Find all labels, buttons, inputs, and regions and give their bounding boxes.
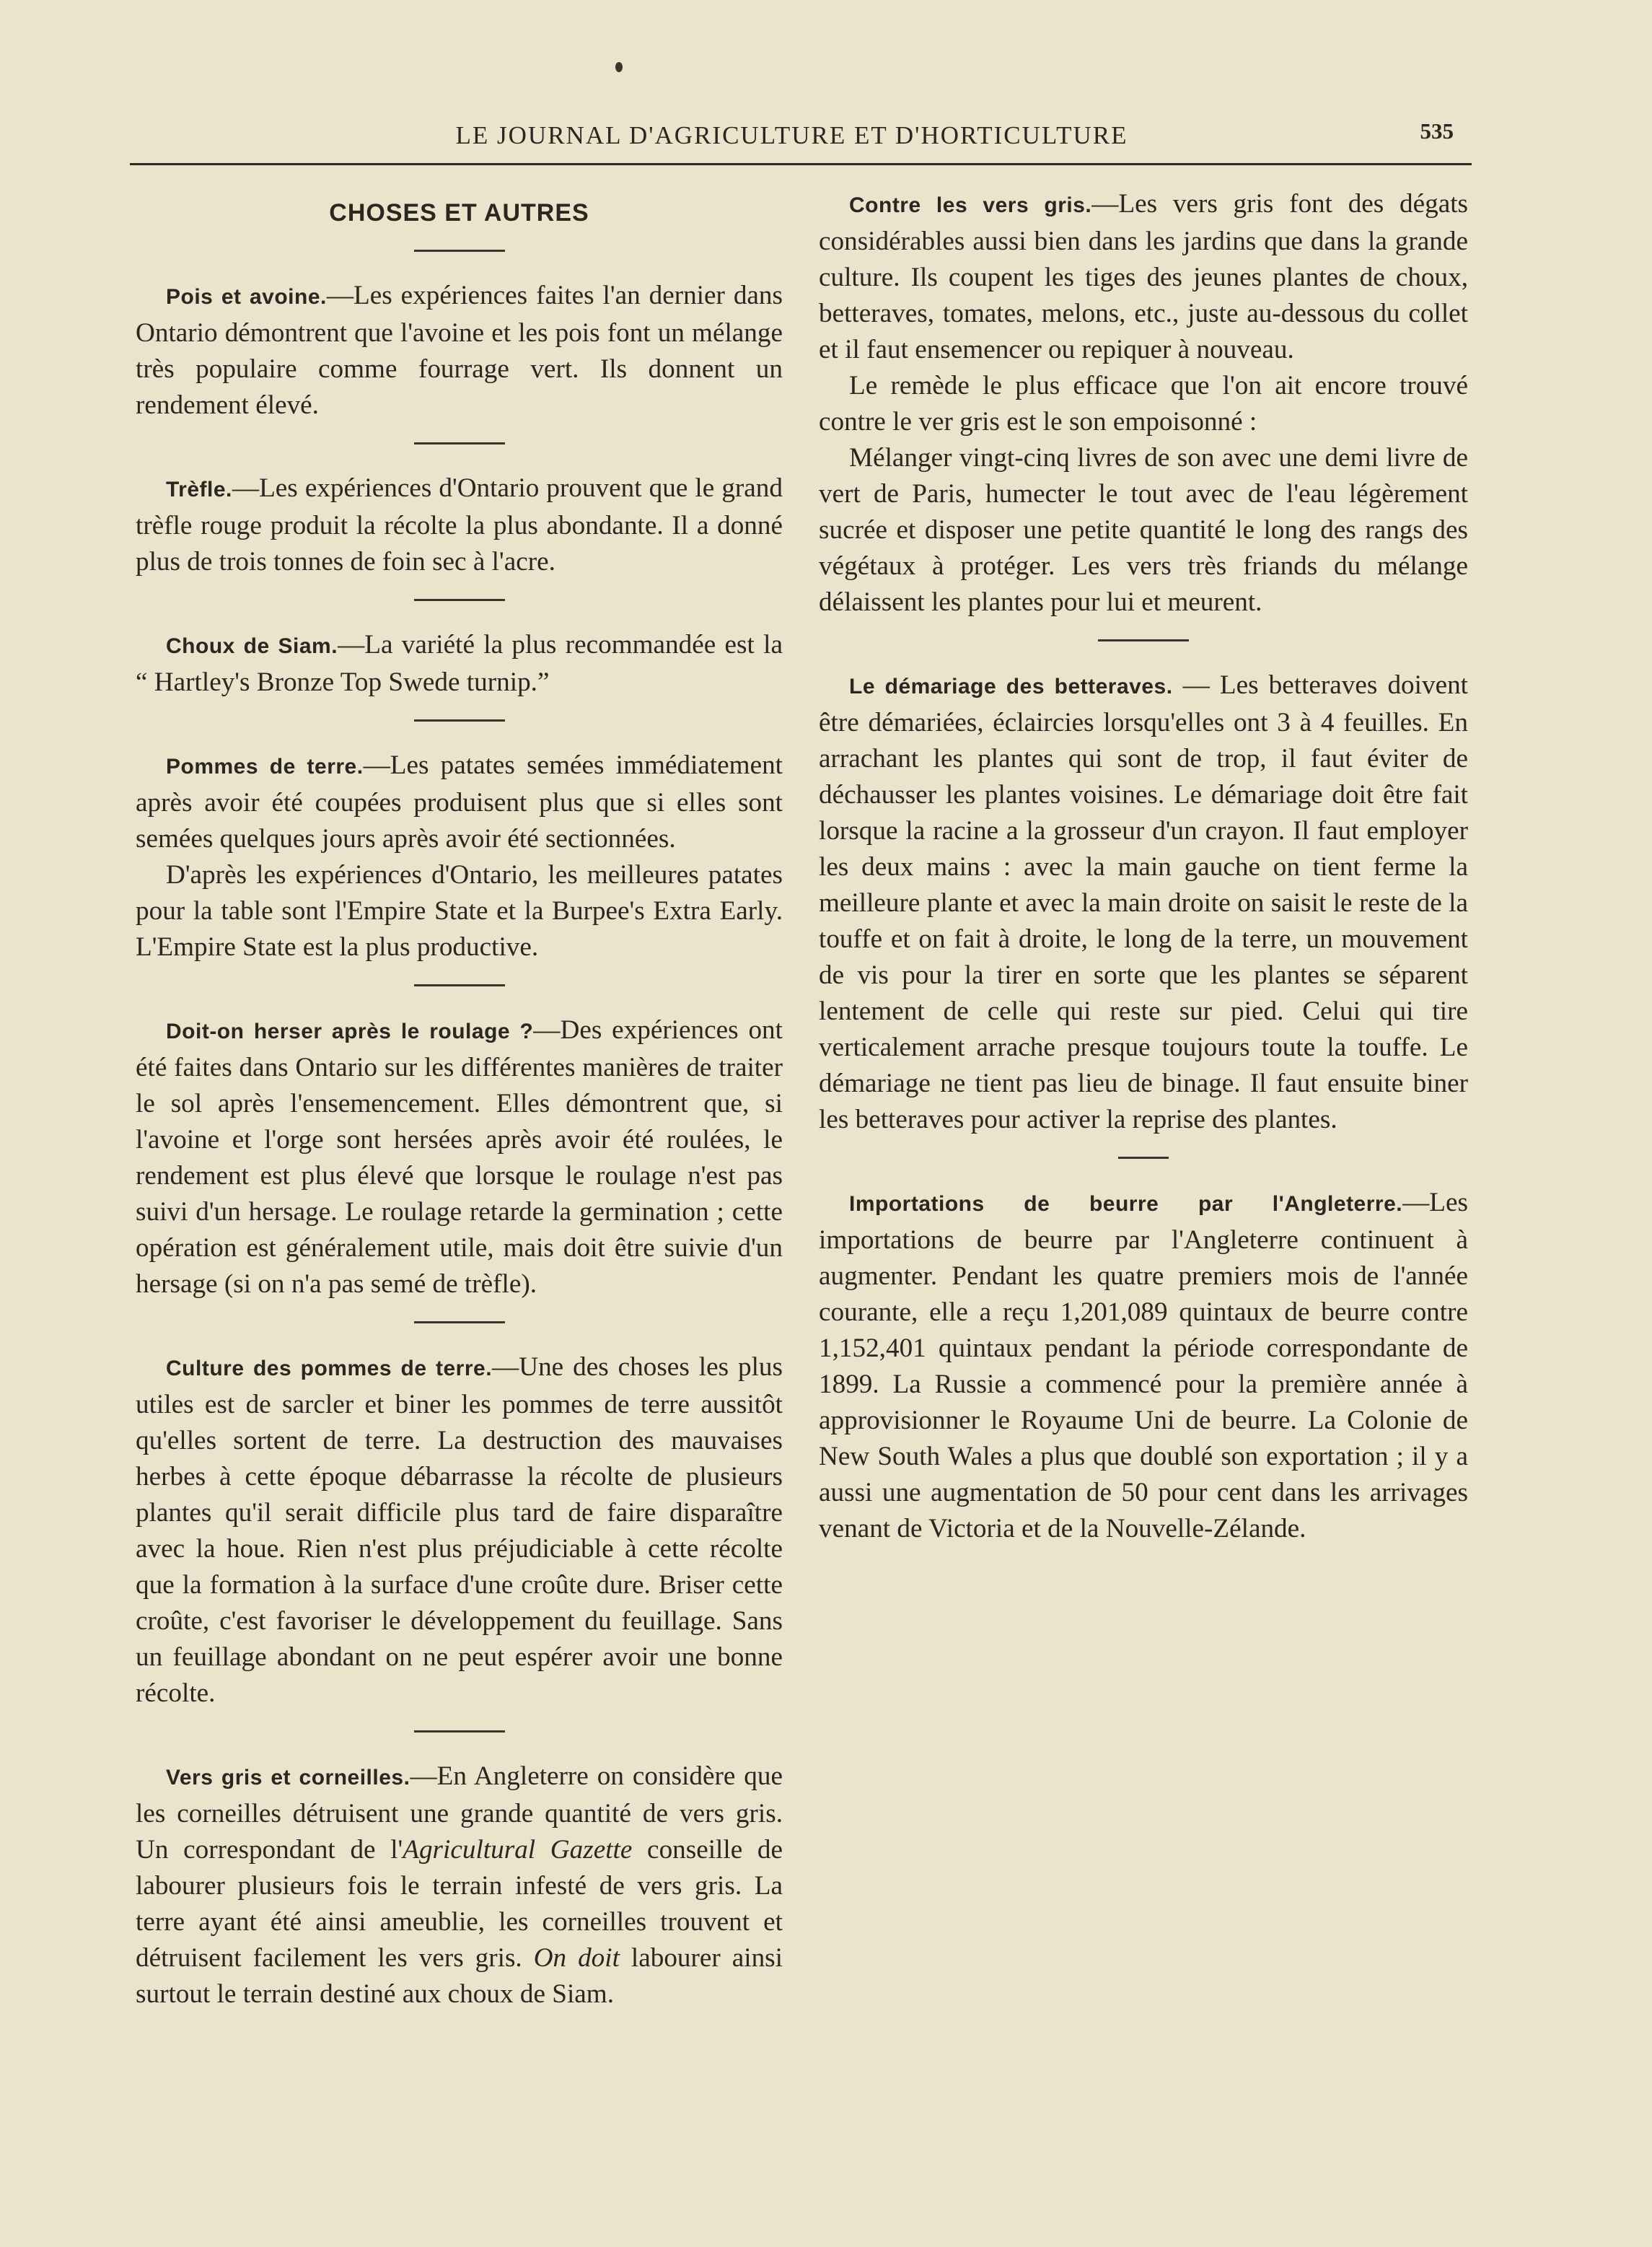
article-text: conseille de labourer plusieurs fois le terrain infesté de vers gris. La terre ayant été ainsi ameublie, les corneilles trouvent et détruisent facilement les vers gris. xyxy=(136,1835,783,1973)
article-title: Le démariage des betteraves. xyxy=(849,675,1173,698)
page-number: 535 xyxy=(1420,118,1454,144)
article-text: —Des expériences ont été faites dans Ontario sur les différentes manières de traiter le sol après l'ensemencement. Elles démontrent que, si l'avoine et l'orge sont hersées après avoir été roulées, le rendement est plus élevé que lorsque le roulage n'est pas suivi d'un hersage. Le roulage retarde la germination ; cette opération est généralement utile, mais doit être suivie d'un hersage (si on n'a pas semé de trèfle). xyxy=(136,1015,783,1299)
article-title: Vers gris et corneilles. xyxy=(166,1766,410,1790)
article-text: —En Angleterre on considère que les corneilles détruisent une grande quantité de vers gris. Un correspondant de l' xyxy=(136,1761,783,1865)
journal-name: Agricultural Gazette xyxy=(403,1835,633,1865)
article-trefle xyxy=(136,470,783,580)
right-column xyxy=(819,186,1468,1547)
article-title: Importations de beurre par l'Angleterre. xyxy=(849,1192,1403,1216)
article-choux xyxy=(136,627,783,701)
article-contre-recipe: Mélanger vingt-cinq livres de son avec une demi livre de vert de Paris, humecter le tout avec de l'eau légèrement sucrée et disposer une petite quantité le long des rangs des végétaux à protéger. Les vers très friands du mélange délaissent les plantes pour lui et meurent. xyxy=(819,443,1468,617)
divider xyxy=(414,719,505,722)
left-column xyxy=(136,186,783,2012)
article-pois xyxy=(136,278,783,424)
running-title: LE JOURNAL D'AGRICULTURE ET D'HORTICULTURE xyxy=(455,121,1128,149)
article-text: —La variété la plus recommandée est la “ Hartley's Bronze Top Swede turnip.” xyxy=(136,630,783,697)
article-text: —Les expériences d'Ontario prouvent que le grand trèfle rouge produit la récolte la plus abondante. Il a donné plus de trois tonnes de foin sec à l'acre. xyxy=(136,473,783,577)
article-text: —Les importations de beurre par l'Angleterre continuent à augmenter. Pendant les quatre premiers mois de l'année courante, elle a reçu 1,201,089 quintaux de beurre contre 1,152,401 quintaux pendant la période correspondante de 1899. La Russie a commencé pour la première année à approvisionner le Royaume Uni de beurre. La Colonie de New South Wales a plus que doublé son exportation ; il y a aussi une augmentation de 50 pour cent dans les arrivages venant de Victoria et de la Nouvelle-Zélande. xyxy=(819,1188,1468,1543)
printer-mark xyxy=(615,62,623,72)
article-contre xyxy=(819,186,1468,368)
divider xyxy=(414,984,505,986)
article-title: Pommes de terre. xyxy=(166,755,364,779)
page-header xyxy=(130,115,1454,153)
article-beurre xyxy=(819,1185,1468,1547)
article-title: Choux de Siam. xyxy=(166,634,338,658)
divider xyxy=(1118,1157,1169,1159)
header-rule xyxy=(130,163,1472,165)
article-text: —Les expériences faites l'an dernier dans Ontario démontrent que l'avoine et les pois font un mélange très populaire comme fourrage vert. Ils donnent un rendement élevé. xyxy=(136,281,783,420)
article-pommes-continued: D'après les expériences d'Ontario, les meilleures patates pour la table sont l'Empire State et la Burpee's Extra Early. L'Empire State est la plus productive. xyxy=(136,860,783,962)
divider xyxy=(1098,639,1189,641)
divider xyxy=(414,599,505,601)
article-contre-remedy: Le remède le plus efficace que l'on ait encore trouvé contre le ver gris est le son empoisonné : xyxy=(819,371,1468,437)
article-title: Pois et avoine. xyxy=(166,285,327,309)
article-text: —Les patates semées immédiatement après avoir été coupées produisent plus que si elles sont semées quelques jours après avoir été sectionnées. xyxy=(136,750,783,854)
article-title: Doit-on herser après le roulage ? xyxy=(166,1020,534,1043)
section-title: CHOSES ET AUTRES xyxy=(329,199,589,227)
divider xyxy=(414,442,505,444)
article-text: —Une des choses les plus utiles est de sarcler et biner les pommes de terre aussitôt qu'elles sortent de terre. La destruction des mauvaises herbes à cette époque débarrasse la récolte de plusieurs plantes qu'il serait difficile plus tard de faire disparaître avec la houe. Rien n'est plus préjudiciable à cette récolte que la formation à la surface d'une croûte dure. Briser cette croûte, c'est favoriser le développement du feuillage. Sans un feuillage abondant on ne peut espérer avoir une bonne récolte. xyxy=(136,1352,783,1708)
article-emphasis: On doit xyxy=(533,1943,620,1973)
article-title: Trèfle. xyxy=(166,478,232,501)
article-corneilles xyxy=(136,1758,783,2012)
article-pommes xyxy=(136,748,783,857)
divider xyxy=(414,1321,505,1323)
article-text: —Les vers gris font des dégats considérables aussi bien dans les jardins que dans la grande culture. Ils coupent les tiges des jeunes plantes de choux, betteraves, tomates, melons, etc., juste au-dessous du collet et il faut ensemencer ou repiquer à nouveau. xyxy=(819,189,1469,364)
article-title: Culture des pommes de terre. xyxy=(166,1357,493,1380)
divider xyxy=(414,1730,505,1733)
article-text: — Les betteraves doivent être démariées, éclaircies lorsqu'elles ont 3 à 4 feuilles. En arrachant les plantes qui sont de trop, il faut éviter de déchausser les plantes voisines. Le démariage doit être fait lorsque la racine a la grosseur d'un crayon. Il faut employer les deux mains : avec la main gauche on tient ferme la meilleure plante et avec la main droite on saisit le reste de la touffe et on fait à droite, le long de la terre, un mouvement de vis pour la tirer en sorte que les plantes se séparent lentement de celle qui reste sur pied. Celui qui tire verticalement arrache presque toujours toute la touffe. Le démariage ne tient pas lieu de binage. Il faut ensuite biner les betteraves pour activer la reprise des plantes. xyxy=(819,670,1468,1134)
divider xyxy=(414,250,505,252)
article-culture xyxy=(136,1349,783,1712)
article-title: Contre les vers gris. xyxy=(849,193,1092,217)
article-demariage xyxy=(819,667,1468,1138)
article-herser xyxy=(136,1012,783,1302)
article-text: labourer ainsi surtout le terrain destiné aux choux de Siam. xyxy=(136,1943,783,2009)
